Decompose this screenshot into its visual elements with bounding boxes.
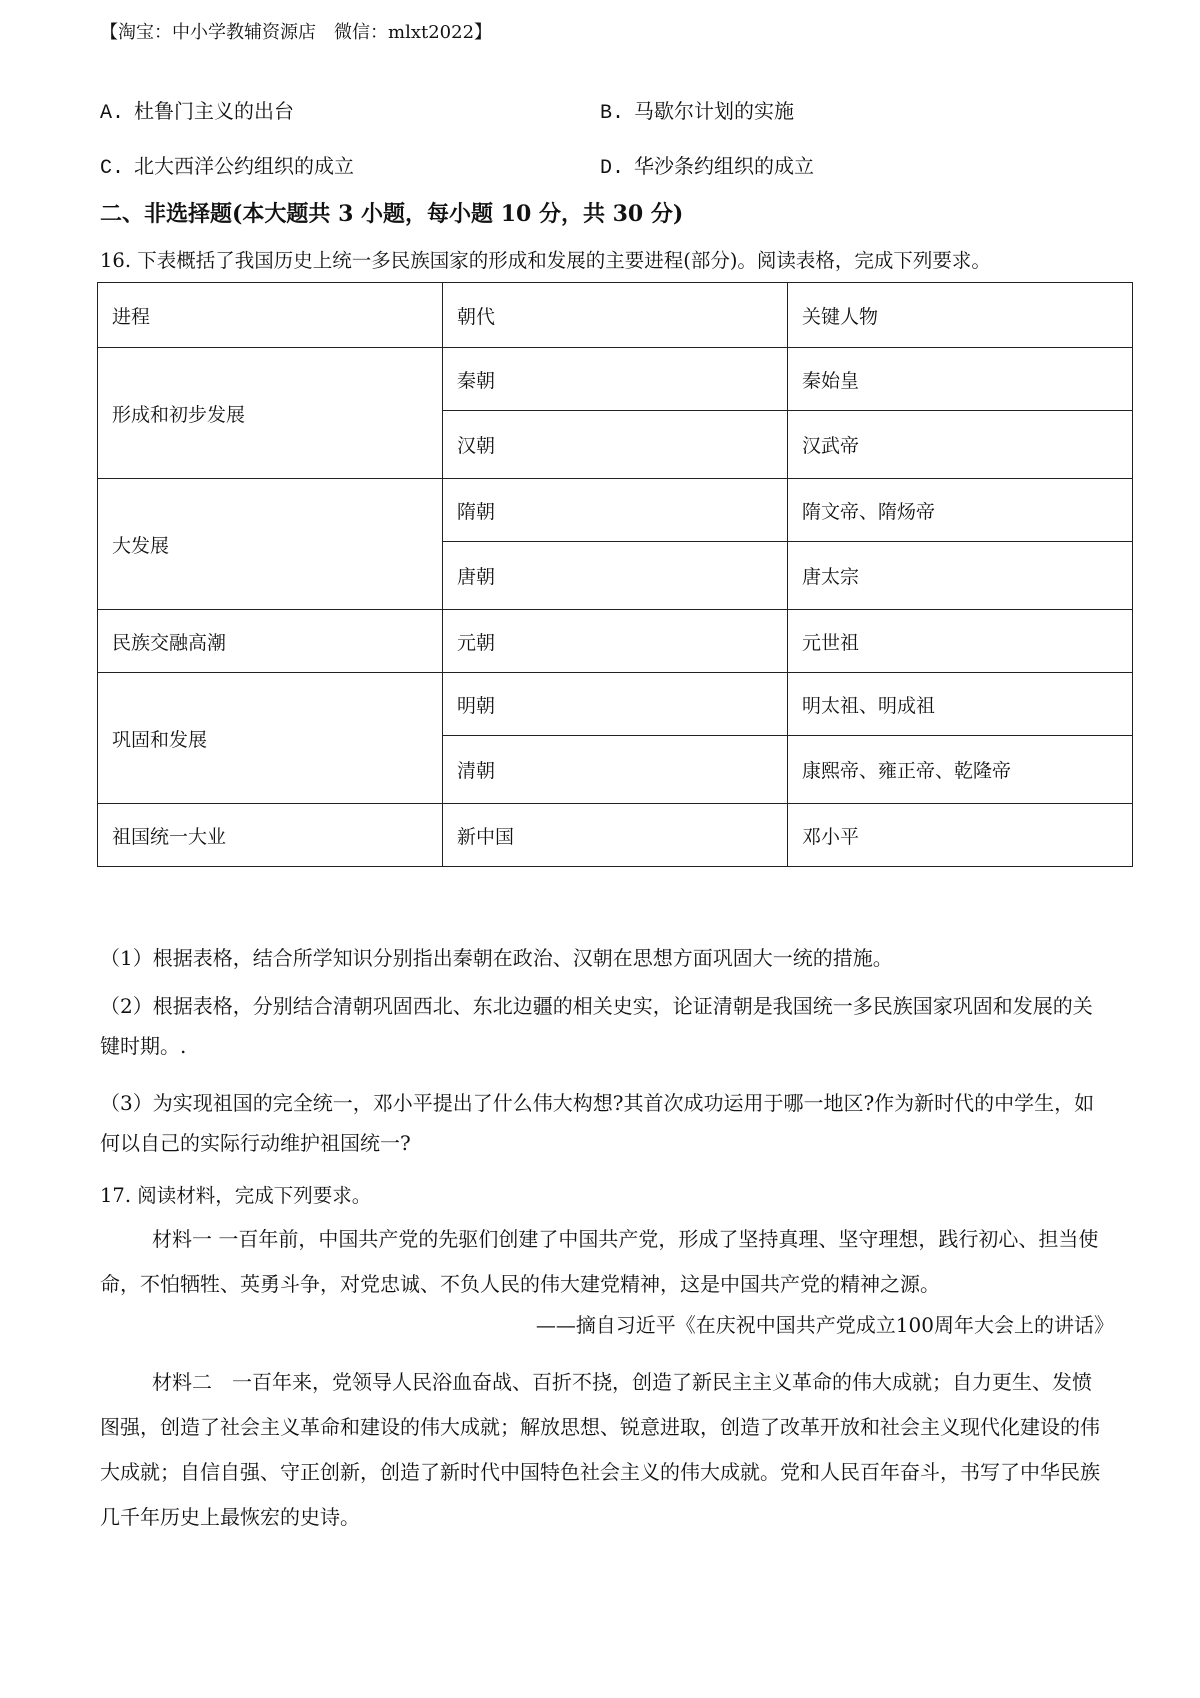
- figure-cell: 汉武帝: [788, 411, 1133, 479]
- dynasty-cell: 元朝: [443, 610, 788, 673]
- stage-cell: 民族交融高潮: [98, 610, 443, 673]
- option-letter: B.: [600, 102, 625, 125]
- dynasty-cell: 清朝: [443, 736, 788, 804]
- figure-cell: 明太祖、明成祖: [788, 673, 1133, 736]
- table-header-cell: 朝代: [443, 283, 788, 348]
- header-note: 【淘宝：中小学教辅资源店 微信：mlxt2022】: [100, 22, 493, 43]
- table-row: [98, 479, 1133, 542]
- option-letter: A.: [100, 102, 125, 125]
- question-16-stem: 16. 下表概括了我国历史上统一多民族国家的形成和发展的主要进程(部分)。阅读表格，完成下列要求。: [100, 249, 991, 272]
- dynasty-cell: 隋朝: [443, 479, 788, 542]
- figure-cell: 秦始皇: [788, 348, 1133, 411]
- table-header-row: [98, 283, 1133, 348]
- section-title: 二、非选择题(本大题共 3 小题，每小题 10 分，共 30 分): [100, 201, 684, 227]
- option-b: [600, 95, 794, 125]
- option-text: 杜鲁门主义的出台: [134, 99, 295, 123]
- option-c: [100, 150, 354, 180]
- table-row: [98, 804, 1133, 867]
- table-row: [98, 348, 1133, 411]
- figure-cell: 元世祖: [788, 610, 1133, 673]
- material-1-source: ——摘自习近平《在庆祝中国共产党成立100周年大会上的讲话》: [535, 1313, 1114, 1337]
- table-header-cell: 进程: [98, 283, 443, 348]
- dynasty-table: [97, 282, 1133, 867]
- material-2: 材料二 一百年来，党领导人民浴血奋战、百折不挠，创造了新民主主义革命的伟大成就；自力更生、发愤图强，创造了社会主义革命和建设的伟大成就；解放思想、锐意进取，创造了改革开放和社会主义现代化建设的伟大成就；自信自强、守正创新，创造了新时代中国特色社会主义的伟大成就。党和人民百年奋斗，书写了中华民族几千年历史上最恢宏的史诗。: [100, 1370, 1100, 1529]
- figure-cell: 唐太宗: [788, 542, 1133, 610]
- dynasty-cell: 明朝: [443, 673, 788, 736]
- stage-cell: 形成和初步发展: [98, 348, 443, 479]
- option-d: [600, 150, 814, 180]
- figure-cell: 隋文帝、隋炀帝: [788, 479, 1133, 542]
- question-16-sub3: （3）为实现祖国的完全统一，邓小平提出了什么伟大构想?其首次成功运用于哪一地区?作为新时代的中学生，如何以自己的实际行动维护祖国统一?: [100, 1091, 1095, 1155]
- stage-cell: 大发展: [98, 479, 443, 610]
- table-row: [98, 673, 1133, 736]
- table-header-cell: 关键人物: [788, 283, 1133, 348]
- stage-cell: 祖国统一大业: [98, 804, 443, 867]
- question-16-sub2: （2）根据表格，分别结合清朝巩固西北、东北边疆的相关史实，论证清朝是我国统一多民族国家巩固和发展的关键时期。.: [100, 994, 1093, 1058]
- figure-cell: 康熙帝、雍正帝、乾隆帝: [788, 736, 1133, 804]
- material-1: 材料一 一百年前，中国共产党的先驱们创建了中国共产党，形成了坚持真理、坚守理想，践行初心、担当使命，不怕牺牲、英勇斗争，对党忠诚、不负人民的伟大建党精神，这是中国共产党的精神之源。: [100, 1227, 1099, 1296]
- option-letter: D.: [600, 157, 625, 180]
- dynasty-cell: 汉朝: [443, 411, 788, 479]
- dynasty-cell: 秦朝: [443, 348, 788, 411]
- option-text: 华沙条约组织的成立: [634, 154, 815, 178]
- option-text: 北大西洋公约组织的成立: [134, 154, 355, 178]
- dynasty-cell: 新中国: [443, 804, 788, 867]
- question-17-stem: 17. 阅读材料，完成下列要求。: [100, 1184, 372, 1207]
- table-row: [98, 610, 1133, 673]
- option-text: 马歇尔计划的实施: [634, 99, 795, 123]
- dynasty-cell: 唐朝: [443, 542, 788, 610]
- stage-cell: 巩固和发展: [98, 673, 443, 804]
- figure-cell: 邓小平: [788, 804, 1133, 867]
- question-16-sub1: （1）根据表格，结合所学知识分别指出秦朝在政治、汉朝在思想方面巩固大一统的措施。: [100, 946, 893, 970]
- option-letter: C.: [100, 157, 125, 180]
- option-a: [100, 95, 294, 125]
